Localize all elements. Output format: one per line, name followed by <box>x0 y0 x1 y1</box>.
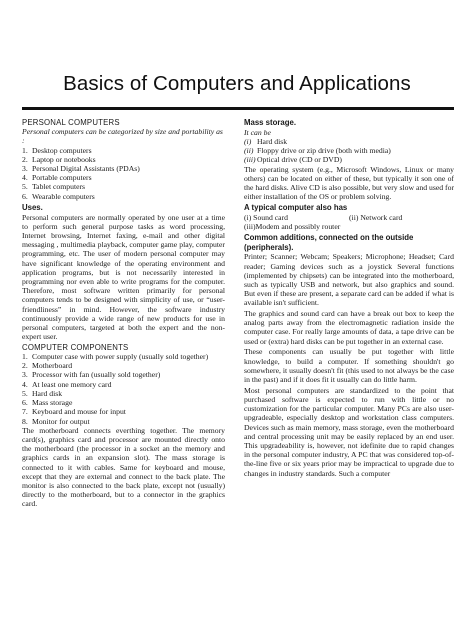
list-item: (iii)Modem and possibly router <box>244 222 341 232</box>
list-item: 1. Desktop computers <box>22 145 92 155</box>
list-item: 5. Tablet computers <box>22 182 86 192</box>
components-paragraph: These components can usually be put together with little knowledge, to build a computer. If something shouldn't go somewhere, it usually doesn't fit (this used to not always be the case in the past) and if it does fit it usually can do little harm. <box>244 347 454 384</box>
title-rule <box>22 107 454 110</box>
list-item: 5. Hard disk <box>22 388 63 398</box>
os-paragraph: The operating system (e.g., Microsoft Windows, Linux or many others) can be located on either of these, but typically it son one of the hard disks. Alive CD is also possible, but very slow and used for either installation of the OS or problem solving. <box>244 164 454 202</box>
list-item: 3. Processor with fan (usually sold together) <box>22 370 161 380</box>
graphics-paragraph: The graphics and sound card can have a break out box to keep the analog parts away from the electromagnetic radiation inside the computer case. For really large amounts of data, a tape drive can be used or (extra) hard disks can be put together in an external case. <box>244 309 454 346</box>
right-column <box>244 118 454 479</box>
typical-computer-heading: A typical computer also has <box>244 203 348 213</box>
list-item: 1. Computer case with power supply (usually sold together) <box>22 352 209 362</box>
list-item: 7. Keyboard and mouse for input <box>22 407 126 417</box>
uses-heading: Uses. <box>22 202 43 212</box>
personal-computers-heading: PERSONAL COMPUTERS <box>22 118 120 127</box>
common-additions-heading: Common additions, connected on the outside (peripherals). <box>244 233 414 252</box>
left-column <box>22 118 225 510</box>
list-item: 6. Mass storage <box>22 398 73 408</box>
list-item: 3. Personal Digital Assistants (PDAs) <box>22 164 140 174</box>
list-item: 2. Motherboard <box>22 361 73 371</box>
list-item: (ii) Floppy drive or zip drive (both with media) <box>244 146 391 156</box>
list-item: 2. Laptop or notebooks <box>22 154 96 164</box>
mass-storage-heading: Mass storage. <box>244 118 297 127</box>
list-item: 6. Wearable computers <box>22 191 95 201</box>
personal-computers-intro: Personal computers can be categorized by size and portability as : <box>22 127 223 146</box>
list-item: (ii) Network card <box>349 213 403 223</box>
typical-list-row <box>244 213 454 222</box>
page-title: Basics of Computers and Applications <box>63 72 411 95</box>
common-additions-paragraph: Printer; Scanner; Webcam; Speakers; Microphone; Headset; Card reader; Gaming devices such as a joystick Several functions (implemented by chipsets) can be integrated into the motherboard, such as typically USB and network, but also graphics and sound. But even if these are present, a separate card can be added if what is available isn't sufficient. <box>244 252 454 308</box>
motherboard-paragraph: The motherboard connects everthing together. The memory card(s), graphics card and processor are mounted directly onto the motherboard (the processor in a socket an the memory and graphics cards in an expansion slot). The mass storage is connected to it with cables. Same for keyboard and mouse, except that they are external and connect to the back plate. The monitor is also connected to the back plate, except not (usually) directly to the motherboard, but to a connector in the graphics card. <box>22 425 225 509</box>
mass-storage-intro: It can be <box>244 127 271 137</box>
list-item: 8. Monitor for output <box>22 416 90 426</box>
standardized-paragraph: Most personal computers are standardized to the point that purchased software is expected to run with little or no customization for the particular computer. Many PCs are also user-upgradeable, especially desktop and workstation class computers. Devices such as main memory, mass storage, even the motherboard and central processing unit may be easily replaced by an end user. This upgradeability is, however, not idefinite due to rapid changes in the personal computer industry, A PC that was considered top-of-the-line five or six years prior may be impractical to upgrade due to changes in industry standards. Such a computer <box>244 385 454 478</box>
list-item: (i) Hard disk <box>244 136 288 146</box>
computer-components-heading: COMPUTER COMPONENTS <box>22 342 129 352</box>
uses-paragraph: Personal computers are normally operated by one user at a time to perform such general purpose tasks as word processing, Internet browsing, Internet faxing, e-mail and other digital messaging , multimedia playback, computer game play, computer programming, etc. The user of modern personal computer may have significant knowledge of the operating environment and application programs, but is not necessarily interested in programming nor even able to write programs for the computer. Therefore, most software written primarily for personal computers tends to be designed with simplicity of use, or “user-friendliness” in mind. However, the software industry continuously provide a wide range of new products for use in personal computers, targeted at both the expert and the non-expert user. <box>22 212 225 342</box>
list-item: 4. Portable computers <box>22 173 92 183</box>
list-item: (i) Sound card <box>244 213 288 223</box>
list-item: 4. At least one memory card <box>22 379 112 389</box>
list-item: (iii) Optical drive (CD or DVD) <box>244 155 342 165</box>
